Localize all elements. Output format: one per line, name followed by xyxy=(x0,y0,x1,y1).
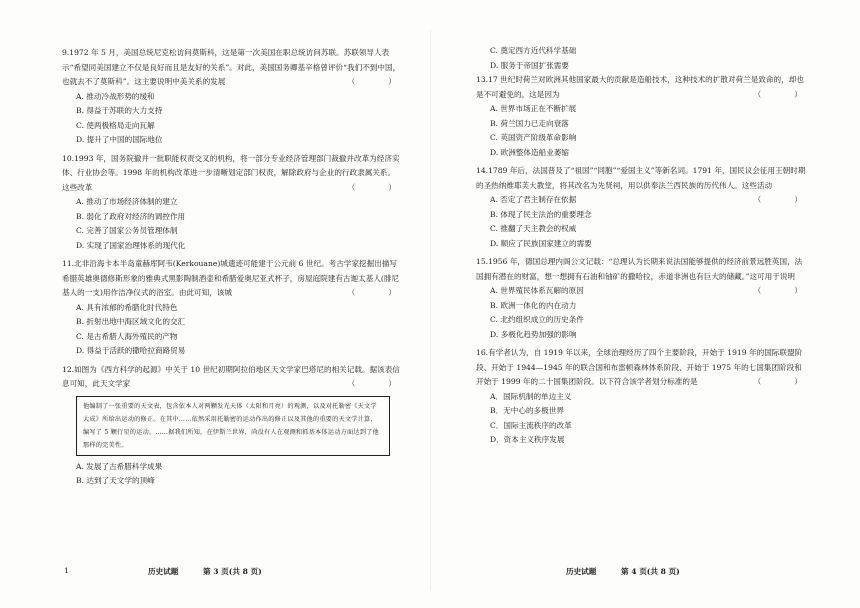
option-c: C. 是古希腊人海外殖民的产物 xyxy=(76,331,178,341)
option-d: D. 多极化趋势加强的影响 xyxy=(490,329,577,339)
option-d: D. 得益于活跃的撒哈拉商路贸易 xyxy=(76,346,186,355)
question-15 xyxy=(476,255,808,342)
question-12 xyxy=(62,363,402,489)
option-a: A. 推动冷战形势的缓和 xyxy=(76,91,155,101)
option-c: C. 奠定西方近代科学基础 xyxy=(490,46,577,55)
question-14 xyxy=(476,164,808,251)
option-d: D. 欧洲整体造船业萎缩 xyxy=(490,147,569,157)
question-10 xyxy=(62,152,402,254)
option-b: B. 折射出地中海区域文化的交汇 xyxy=(76,317,186,326)
sheet-number: 1 xyxy=(64,566,69,575)
option-c: C. 北约组织成立的历史条件 xyxy=(490,315,584,324)
option-b: B. 达到了天文学的顶峰 xyxy=(76,476,155,485)
option-d: D. 提升了中国的国际地位 xyxy=(76,135,163,144)
footer-subject: 历史试题 xyxy=(566,567,597,576)
question-16 xyxy=(476,346,808,448)
option-b: B. 得益于苏联的大力支持 xyxy=(76,106,163,115)
option-a: A. 世界市场正在不断扩展 xyxy=(490,104,577,113)
option-c: C. 推翻了天主教会的权威 xyxy=(490,224,577,233)
option-a: A. 发展了古希腊科学成果 xyxy=(76,461,163,471)
answer-blank: （ ） xyxy=(753,286,808,295)
left-column xyxy=(62,46,402,489)
option-c: C. 完善了国家公务员管理体制 xyxy=(76,226,178,235)
question-14-stem: 14.1789 年后，法国普及了“祖国”“同胞”“爱国主义”等新名词。1791 年，国民议会征用王朝时期的圣热纳维耶芙大教堂，将其改名为先贤祠，用以供奉法兰西民族的历代伟人。这些活动 （ ） xyxy=(476,164,808,193)
footer-page-number: 第 3 页(共 8 页) xyxy=(203,567,262,576)
answer-blank: （ ） xyxy=(347,77,402,86)
option-b: B. 体现了民主法治的重要理念 xyxy=(490,209,592,219)
option-c: C．国际主流秩序的改革 xyxy=(490,420,572,430)
question-12-stem: 12.如图为《西方科学的起源》中关于 10 世纪初期阿拉伯地区天文学家巴塔尼的相关记载。据该表信息可知，此天文学家 （ ） xyxy=(62,363,402,392)
question-10-stem: 10.1993 年，国务院撤并一批职能权责交叉的机构，将一部分专业经济管理部门裁撤并改革为经济实体、行业协会等。1998 年的机构改革进一步清晰划定部门权责，解除政府与企业的行政隶属关系。这些改革 （ ） xyxy=(62,152,402,196)
footer-subject: 历史试题 xyxy=(148,567,179,576)
right-column xyxy=(476,44,808,448)
left-footer xyxy=(148,566,262,577)
question-11 xyxy=(62,257,402,359)
source-excerpt-box: 他编制了一张重要的天文表，包含依本人对两颗发光天体（太阳和月亮）的观测，以及对托勒密《天文学大成》所给出运动的修正。在其中……依然采用托勒密的运动作出的修正以及其他的重要的天文学计算，编写了 5 颗行星的运动。……据我们所知，在伊斯兰世界，尚没有人在观测和抓基本体运动方面达到了他那样的完美性。 xyxy=(76,396,390,456)
option-d: D. 服务于帝国扩张需要 xyxy=(490,60,569,70)
option-d: D．资本主义秩序发展 xyxy=(490,435,565,444)
option-c: C. 英国资产阶级革命影响 xyxy=(490,133,577,142)
option-b: B. 弱化了政府对经济的调控作用 xyxy=(76,211,186,221)
option-b: B. 欧洲一体化的内在动力 xyxy=(490,300,577,310)
question-13-stem: 13.17 世纪时荷兰对欧洲其他国家最大的贡献是造船技术，这种技术的扩散对荷兰是致命的，却也是不可避免的。这是因为 （ ） xyxy=(476,73,808,102)
question-9 xyxy=(62,46,402,148)
option-d: D. 顺应了民族国家建立的需要 xyxy=(490,238,592,248)
question-11-stem: 11.北非沿海卡本半岛童赫库阿韦(Kerkouane)城遗迹可能建于公元前 6 世纪。考古学家挖掘出描写希腊英雄奥德修斯形象的雅典式黑影陶制酒壶和希腊爱奥尼亚式杯子，房屋庭院建有古迦太基人(腓尼基人的一支)用作洁净仪式的浴室。由此可知，该城 （ ） xyxy=(62,257,402,301)
option-d: D. 实现了国家治理体系的现代化 xyxy=(76,240,186,250)
option-c: C. 使两极格局走向瓦解 xyxy=(76,120,155,130)
answer-blank: （ ） xyxy=(347,182,402,192)
option-b: B．无中心的多极世界 xyxy=(490,406,564,415)
option-a: A. 否定了君主制存在依据 xyxy=(490,195,577,204)
question-15-stem: 15.1956 年，德国总理内阁公文记载：“总理认为长期来说法国能够提供的经济前景远胜英国，法国拥有潜在的财富，想一想拥有石油和铀矿的撒哈拉，赤道非洲也有巨大的储藏。”这可用于说明 （ ） xyxy=(476,255,808,284)
right-footer xyxy=(566,566,680,577)
answer-blank: （ ） xyxy=(347,379,402,388)
option-a: A. 世界殖民体系瓦解的原因 xyxy=(490,286,584,295)
question-16-stem: 16.有学者认为，自 1919 年以来，全球治理经历了四个主要阶段，开始于 1919 年的国际联盟阶段、开始于 1944—1945 年的联合国和布雷顿森林体系阶段、开始于 1975 年的七国集团阶段和开始于 1999 年的二十国集团阶段。以下符合该学者划分标准的是 （ ） xyxy=(476,346,808,390)
option-a: A. 推动了市场经济体制的建立 xyxy=(76,197,178,206)
option-a: A．国际机制的单边主义 xyxy=(490,391,572,401)
question-9-stem: 9.1972 年 5 月，美国总统尼克松访问莫斯科，这是第一次美国在职总统访问苏联。苏联领导人表示“希望同美国建立不仅是良好而且是友好的关系”。对此，美国国务卿基辛格曾评价“我们不到中国，也就去不了莫斯科”。这主要说明中美关系的发展 （ ） xyxy=(62,46,402,90)
question-12-continued xyxy=(476,44,808,73)
answer-blank: （ ） xyxy=(753,195,808,204)
answer-blank: （ ） xyxy=(753,89,808,99)
page-fold-divider xyxy=(430,30,431,590)
option-a: A. 具有浓郁的希腊化时代特色 xyxy=(76,302,178,312)
option-b: B. 荷兰国力已走向衰落 xyxy=(490,118,569,128)
answer-blank: （ ） xyxy=(753,377,808,386)
answer-blank: （ ） xyxy=(347,288,402,297)
footer-page-number: 第 4 页(共 8 页) xyxy=(621,567,680,576)
question-13 xyxy=(476,73,808,160)
